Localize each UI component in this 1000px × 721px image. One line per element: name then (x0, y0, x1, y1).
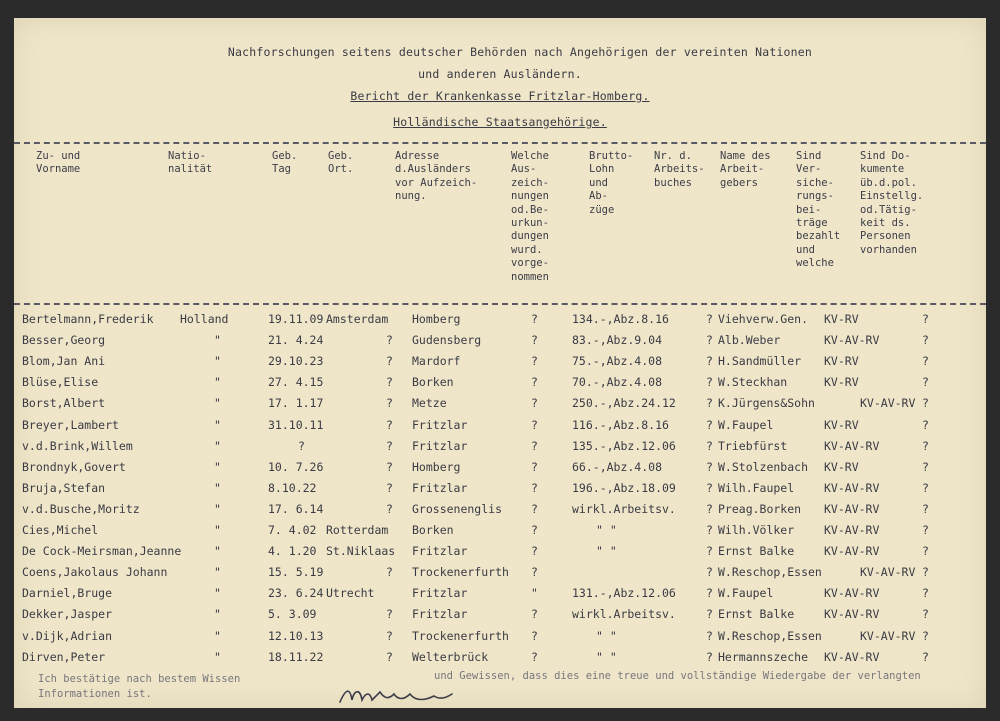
cell-address: Metze (412, 396, 447, 411)
cell-workbook: ? (706, 333, 713, 348)
cell-address: Trockenerfurth (412, 565, 509, 580)
cell-address: Homberg (412, 459, 461, 474)
cell-employer: Wilh.Faupel (718, 480, 795, 495)
cell-employer: Hermannszeche (718, 649, 809, 664)
cell-employer: Triebfürst (718, 438, 788, 453)
cell-birthdate: 12.10.13 (268, 628, 324, 643)
cell-insurance: KV-AV-RV (824, 480, 880, 495)
cell-address: Welterbrück (412, 649, 489, 664)
cell-workbook: ? (706, 565, 713, 580)
cell-records: ? (531, 417, 538, 432)
cell-documents: ? (922, 312, 929, 326)
cell-nationality: " (214, 396, 221, 411)
table-row (14, 333, 986, 354)
cell-nationality: " (214, 649, 221, 664)
table-row (14, 629, 986, 650)
table-row (14, 481, 986, 502)
cell-insurance: KV-AV-RV (824, 586, 880, 601)
cell-nationality: " (214, 375, 221, 390)
cell-employer: Wilh.Völker (718, 523, 795, 537)
cell-wage: 70.-,Abz.4.08 (572, 375, 663, 390)
cell-birthdate: 15. 5.19 (268, 565, 324, 580)
cell-nationality: " (214, 459, 221, 474)
document-title: Nachforschungen seitens deutscher Behörden nach Angehörigen der vereinten Nationen (227, 45, 813, 59)
footer-line1-b: und Gewissen, dass dies eine treue und vollständige Wiedergabe der verlangten (434, 670, 921, 682)
cell-nationality: " (214, 417, 221, 432)
cell-name: Blüse,Elise (22, 375, 99, 390)
cell-name: Bruja,Stefan (22, 480, 106, 495)
col-header-workbook: Nr. d. Arbeits- buches (654, 150, 705, 189)
cell-nationality: " (214, 565, 221, 580)
header-rule-bottom (14, 303, 986, 305)
cell-workbook: ? (706, 586, 713, 601)
cell-records: ? (531, 396, 538, 411)
cell-insurance: KV-RV (824, 459, 859, 474)
cell-birthplace: ? (386, 333, 393, 348)
cell-birthdate: 17. 6.14 (268, 501, 324, 516)
cell-workbook: ? (706, 396, 713, 411)
cell-wage: " " (596, 649, 617, 664)
cell-address: Fritzlar (412, 438, 468, 453)
cell-address: Trockenerfurth (412, 628, 509, 643)
cell-employer: W.Reschop,Essen (718, 565, 822, 580)
cell-wage: 134.-,Abz.8.16 (572, 312, 669, 326)
cell-records: ? (531, 523, 538, 537)
cell-wage: " " (596, 523, 617, 537)
cell-address: Fritzlar (412, 544, 468, 559)
cell-workbook: ? (706, 607, 713, 622)
cell-documents: ? (922, 459, 929, 474)
cell-workbook: ? (706, 649, 713, 664)
cell-documents: ? (922, 628, 929, 643)
cell-nationality: " (214, 586, 221, 601)
table-row (14, 354, 986, 375)
cell-workbook: ? (706, 628, 713, 643)
cell-birthdate: 19.11.09 (268, 312, 324, 326)
cell-insurance: KV-AV-RV (824, 523, 880, 537)
cell-address: Fritzlar (412, 417, 468, 432)
cell-wage: 135.-,Abz.12.06 (572, 438, 676, 453)
cell-birthplace: ? (386, 501, 393, 516)
cell-address: Fritzlar (412, 586, 468, 601)
cell-employer: Preag.Borken (718, 501, 802, 516)
cell-records: ? (531, 480, 538, 495)
cell-workbook: ? (706, 417, 713, 432)
cell-insurance: KV-AV-RV (824, 501, 880, 516)
col-header-employer: Name des Arbeit- gebers (720, 150, 771, 189)
footer-line1-a: Ich bestätige nach bestem Wissen (38, 673, 241, 685)
cell-wage: 75.-,Abz.4.08 (572, 354, 663, 369)
table-row (14, 544, 986, 565)
cell-birthdate: 10. 7.26 (268, 459, 324, 474)
header-rule-top (14, 142, 986, 144)
cell-wage: 131.-,Abz.12.06 (572, 586, 676, 601)
cell-address: Homberg (412, 312, 461, 326)
cell-documents: ? (922, 544, 929, 559)
cell-records: ? (531, 628, 538, 643)
col-header-records: Welche Aus- zeich- nungen od.Be- urkun- dungen wurd. vorge- nommen (511, 150, 549, 283)
cell-wage: wirkl.Arbeitsv. (572, 607, 676, 622)
cell-birthdate: 18.11.22 (268, 649, 324, 664)
cell-address: Borken (412, 375, 454, 390)
cell-birthplace: Rotterdam (326, 523, 389, 537)
cell-workbook: ? (706, 480, 713, 495)
cell-records: ? (531, 354, 538, 369)
cell-name: Besser,Georg (22, 333, 106, 348)
cell-birthdate: 27. 4.15 (268, 375, 324, 390)
cell-wage: " " (596, 628, 617, 643)
table-row (14, 565, 986, 586)
table-row (14, 586, 986, 607)
cell-records: ? (531, 459, 538, 474)
cell-name: v.d.Brink,Willem (22, 438, 133, 453)
col-header-nationality: Natio- nalität (168, 150, 213, 176)
cell-address: Borken (412, 523, 454, 537)
cell-insurance: KV-RV (824, 354, 859, 369)
cell-documents: ? (922, 501, 929, 516)
cell-name: Brondnyk,Govert (22, 459, 126, 474)
cell-documents: ? (922, 417, 929, 432)
cell-documents: ? (922, 438, 929, 453)
cell-wage: 250.-,Abz.24.12 (572, 396, 676, 411)
table-row (14, 418, 986, 439)
cell-nationality: " (214, 544, 221, 559)
cell-birthplace: Amsterdam (326, 312, 389, 326)
cell-wage: 83.-,Abz.9.04 (572, 333, 663, 348)
cell-insurance: KV-AV-RV (824, 649, 880, 664)
cell-employer: K.Jürgens&Sohn (718, 396, 815, 411)
cell-name: Coens,Jakolaus Johann (22, 565, 168, 580)
cell-birthdate: 31.10.11 (268, 417, 324, 432)
cell-insurance: KV-AV-RV (824, 544, 880, 559)
cell-wage: 116.-,Abz.8.16 (572, 417, 669, 432)
cell-insurance: KV-RV (824, 417, 859, 432)
cell-birthdate: 23. 6.24 (268, 586, 324, 601)
cell-employer: Viehverw.Gen. (718, 312, 809, 326)
cell-workbook: ? (706, 459, 713, 474)
cell-documents: ? (922, 396, 929, 411)
cell-insurance: KV-AV-RV (824, 333, 880, 348)
cell-wage: wirkl.Arbeitsv. (572, 501, 676, 516)
cell-birthdate: 17. 1.17 (268, 396, 324, 411)
cell-birthplace: ? (386, 396, 393, 411)
footer-line2: Informationen ist. (38, 688, 152, 700)
table-row (14, 607, 986, 628)
table-row (14, 396, 986, 417)
cell-records: ? (531, 565, 538, 580)
table-row (14, 375, 986, 396)
cell-name: v.d.Busche,Moritz (22, 501, 140, 516)
cell-employer: Alb.Weber (718, 333, 781, 348)
cell-employer: Ernst Balke (718, 544, 795, 559)
cell-name: De Cock-Meirsman,Jeanne (22, 544, 182, 559)
cell-documents: ? (922, 480, 929, 495)
table-row (14, 312, 986, 333)
cell-birthplace: ? (386, 649, 393, 664)
cell-workbook: ? (706, 354, 713, 369)
cell-employer: W.Faupel (718, 417, 774, 432)
cell-birthdate: 21. 4.24 (268, 333, 324, 348)
cell-birthplace: ? (386, 459, 393, 474)
cell-workbook: ? (706, 544, 713, 559)
col-header-documents: Sind Do- kumente üb.d.pol. Einstellg. od.Tätig- keit ds. Personen vorhanden (860, 150, 924, 256)
cell-name: Dirven,Peter (22, 649, 106, 664)
cell-insurance: KV-RV (824, 375, 859, 390)
cell-documents: ? (922, 523, 929, 537)
cell-birthplace: ? (386, 417, 393, 432)
cell-birthplace: ? (386, 354, 393, 369)
cell-documents: ? (922, 354, 929, 369)
cell-records: " (531, 586, 538, 601)
cell-address: Fritzlar (412, 480, 468, 495)
cell-nationality: " (214, 480, 221, 495)
cell-insurance: KV-AV-RV (860, 565, 916, 580)
col-header-wage: Brutto- Lohn und Ab- züge (589, 150, 634, 216)
cell-records: ? (531, 649, 538, 664)
table-row (14, 439, 986, 460)
cell-nationality: " (214, 523, 221, 537)
cell-insurance: KV-AV-RV (860, 628, 916, 643)
cell-documents: ? (922, 607, 929, 622)
cell-records: ? (531, 312, 538, 326)
table-row (14, 502, 986, 523)
cell-address: Gudensberg (412, 333, 482, 348)
cell-workbook: ? (706, 523, 713, 537)
table-row (14, 460, 986, 481)
cell-birthdate: 8.10.22 (268, 480, 317, 495)
cell-birthdate: 29.10.23 (268, 354, 324, 369)
col-header-name: Zu- und Vorname (36, 150, 81, 176)
cell-name: Darniel,Bruge (22, 586, 113, 601)
cell-wage: 196.-,Abz.18.09 (572, 480, 676, 495)
cell-records: ? (531, 501, 538, 516)
cell-wage: 66.-,Abz.4.08 (572, 459, 663, 474)
cell-workbook: ? (706, 501, 713, 516)
cell-records: ? (531, 375, 538, 390)
cell-nationality: " (214, 438, 221, 453)
cell-employer: W.Reschop,Essen (718, 628, 822, 643)
cell-wage: " " (596, 544, 617, 559)
cell-address: Fritzlar (412, 607, 468, 622)
cell-documents: ? (922, 375, 929, 390)
cell-insurance: KV-AV-RV (824, 438, 880, 453)
cell-birthdate: ? (298, 438, 305, 453)
cell-birthplace: St.Niklaas (326, 544, 396, 559)
cell-name: Dekker,Jasper (22, 607, 113, 622)
cell-employer: Ernst Balke (718, 607, 795, 622)
report-heading: Bericht der Krankenkasse Fritzlar-Homberg. (350, 89, 650, 103)
cell-birthplace: ? (386, 607, 393, 622)
cell-employer: W.Stolzenbach (718, 459, 809, 474)
cell-birthplace: ? (386, 375, 393, 390)
col-header-birthdate: Geb. Tag (272, 150, 298, 176)
cell-address: Grossenenglis (412, 501, 503, 516)
cell-birthplace: ? (386, 480, 393, 495)
cell-documents: ? (922, 586, 929, 601)
cell-documents: ? (922, 649, 929, 664)
cell-records: ? (531, 544, 538, 559)
cell-employer: W.Faupel (718, 586, 774, 601)
cell-workbook: ? (706, 438, 713, 453)
nationality-heading: Holländische Staatsangehörige. (393, 115, 607, 129)
cell-birthdate: 5. 3.09 (268, 607, 317, 622)
col-header-insurance: Sind Ver- siche- rungs- bei- träge bezahlt und welche (796, 150, 841, 270)
cell-employer: H.Sandmüller (718, 354, 802, 369)
cell-insurance: KV-RV (824, 312, 859, 326)
cell-name: v.Dijk,Adrian (22, 628, 113, 643)
signature (336, 680, 456, 710)
cell-records: ? (531, 438, 538, 453)
cell-name: Blom,Jan Ani (22, 354, 106, 369)
cell-insurance: KV-AV-RV (860, 396, 916, 411)
document-title-continued: und anderen Ausländern. (418, 67, 582, 81)
cell-name: Borst,Albert (22, 396, 106, 411)
cell-workbook: ? (706, 312, 713, 326)
cell-name: Breyer,Lambert (22, 417, 119, 432)
cell-documents: ? (922, 565, 929, 580)
cell-name: Bertelmann,Frederik (22, 312, 154, 326)
cell-birthplace: Utrecht (326, 586, 375, 601)
cell-nationality: " (214, 628, 221, 643)
cell-workbook: ? (706, 375, 713, 390)
document-page (14, 18, 986, 708)
cell-nationality: " (214, 501, 221, 516)
cell-insurance: KV-AV-RV (824, 607, 880, 622)
cell-address: Mardorf (412, 354, 461, 369)
cell-nationality: " (214, 354, 221, 369)
cell-name: Cies,Michel (22, 523, 99, 537)
cell-employer: W.Steckhan (718, 375, 788, 390)
cell-nationality: " (214, 607, 221, 622)
cell-birthdate: 4. 1.20 (268, 544, 317, 559)
col-header-birthplace: Geb. Ort. (328, 150, 354, 176)
cell-birthplace: ? (386, 628, 393, 643)
cell-birthplace: ? (386, 565, 393, 580)
table-row (14, 523, 986, 544)
table-row (14, 650, 986, 671)
cell-documents: ? (922, 333, 929, 348)
cell-records: ? (531, 333, 538, 348)
cell-birthplace: ? (386, 438, 393, 453)
cell-nationality: Holland (180, 312, 229, 326)
col-header-address: Adresse d.Ausländers vor Aufzeich- nung. (395, 150, 478, 203)
cell-birthdate: 7. 4.02 (268, 523, 317, 537)
cell-nationality: " (214, 333, 221, 348)
cell-records: ? (531, 607, 538, 622)
